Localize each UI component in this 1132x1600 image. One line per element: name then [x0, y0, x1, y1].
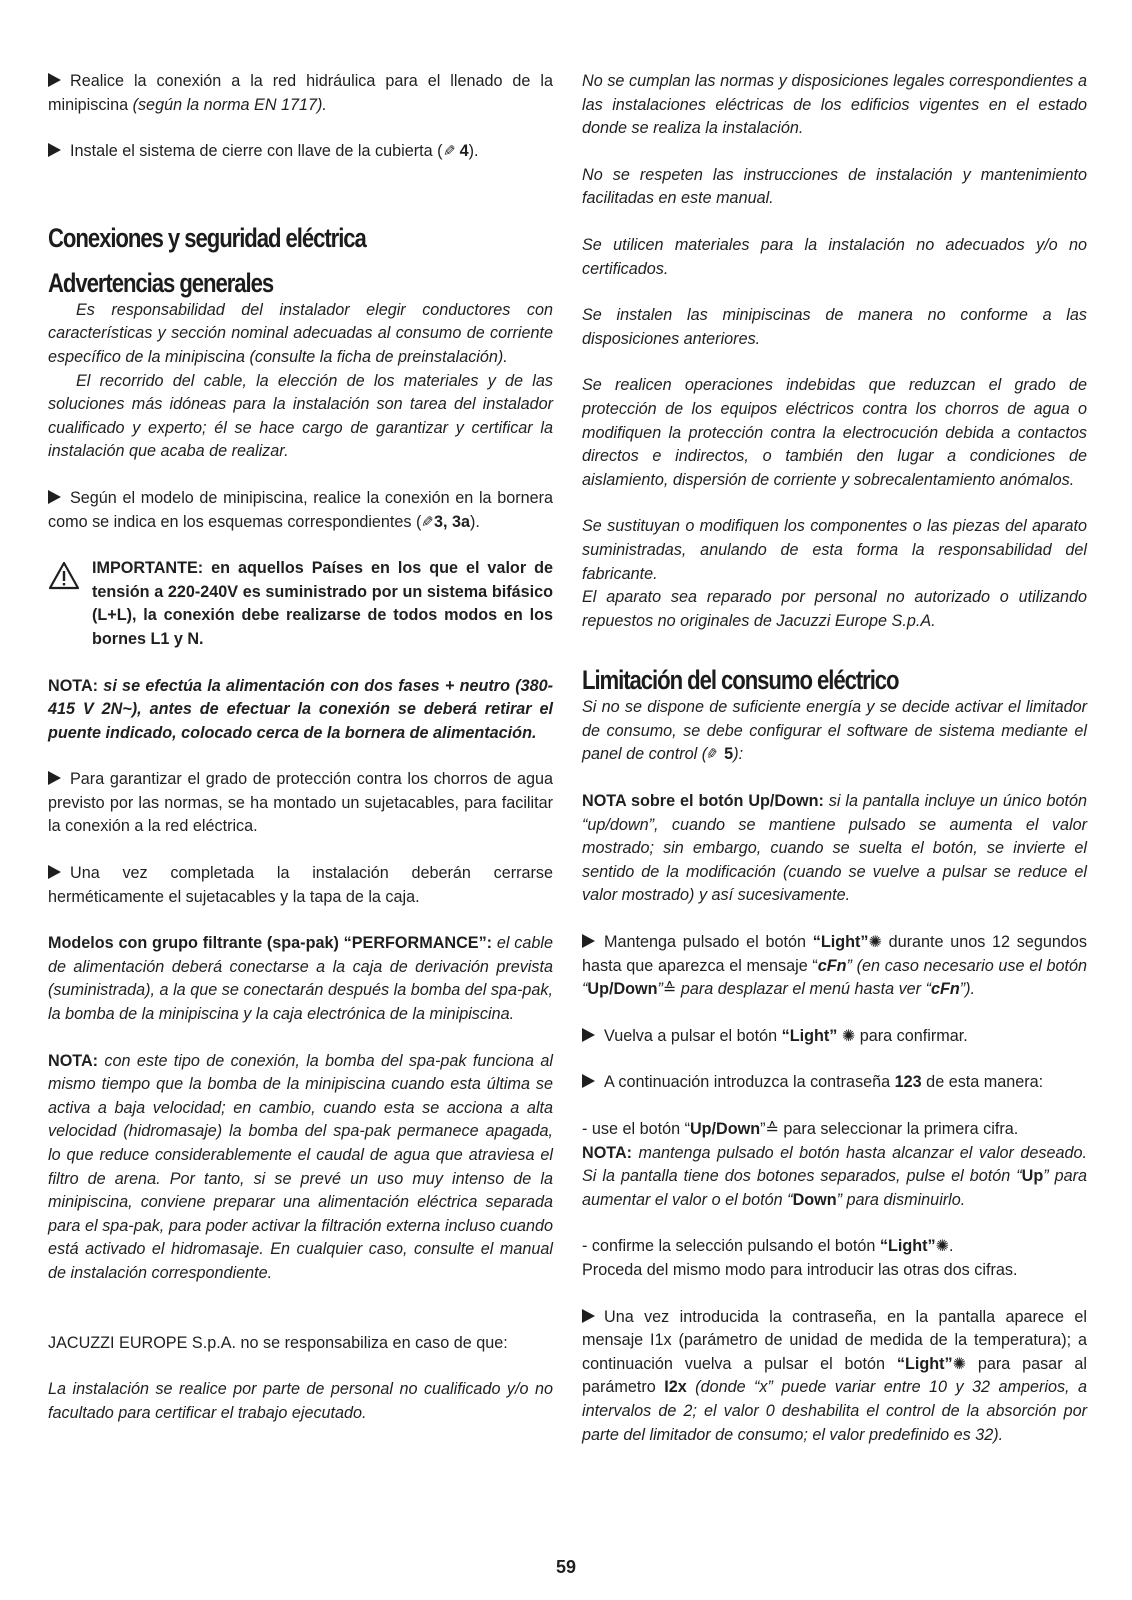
- limit-intro: Si no se dispone de suficiente energía y se decide activar el limitador de consumo, se debe configurar el software de sistema mediante el panel de control (✎ 5):: [582, 696, 1087, 767]
- note-up-down-button: NOTA sobre el botón Up/Down: si la pantalla incluye un único botón “up/down”, cuando se mantiene pulsado se aumenta el valor mostrado; sin embargo, cuando se suelta el botón, se invierte el sentido de la modificación (cuando se vuelve a pulsar se reduce el valor mostrado) y así sucesivamente.: [582, 792, 1088, 905]
- liability-condition-1: La instalación se realice por parte de personal no cualificado y/o no facultado para certificar el trabajo ejecutado.: [48, 1380, 553, 1422]
- up-down-icon: ≙: [662, 981, 677, 999]
- bullet-arrow-icon: [48, 73, 61, 87]
- warning-paragraph-1: Es responsabilidad del instalador elegir conductores con características y sección nominal adecuadas al consumo de corriente específico de la minipiscina (consulte la ficha de preinstalación).: [48, 300, 553, 366]
- pencil-reference-icon: ✎: [707, 746, 720, 764]
- bullet-arrow-icon: [48, 771, 61, 785]
- pencil-reference-icon: ✎: [442, 143, 456, 161]
- up-down-icon: ≙: [765, 1121, 779, 1138]
- liability-condition-8: El aparato sea reparado por personal no autorizado o utilizando repuestos no originales de Jacuzzi Europe S.p.A.: [582, 588, 1087, 630]
- light-button-icon: ✺: [841, 1027, 856, 1045]
- spa-pak-note: NOTA: con este tipo de conexión, la bomba del spa-pak funciona al mismo tiempo que la bomba de la minipiscina cuando esta última se activa a baja velocidad; en cambio, cuando esta se acciona a alta velocidad (hidromasaje) la bomba del spa-pak permanece apagada, lo que reduce considerablemente el caudal de agua que atraviesa el filtro de arena. Por tanto, si se prevé un uso muy intenso de la minipiscina, conviene preparar una alimentación eléctrica separada para el spa-pak, para poder activar la filtración externa incluso cuando está activado el hidromasaje. En cualquier caso, consulte el manual de instalación correspondiente.: [48, 1051, 553, 1282]
- step-parameter-i2x: Una vez introducida la contraseña, en la pantalla aparece el mensaje I1x (parámetro de unidad de medida de la temperatura); a continuación vuelva a pulsar el botón “Light”✺ para pasar al parámetro I2x (donde “x” puede variar entre 10 y 32 amperios, a intervalos de 2; el valor 0 deshabilita el control de la absorción por parte del limitador de consumo; el valor predefinido es 32).: [582, 1307, 1088, 1444]
- section-heading-general-warnings: Advertencias generales: [48, 267, 274, 298]
- performance-models-note: Modelos con grupo filtrante (spa-pak) “PERFORMANCE”: el cable de alimentación deberá conectarse a la caja de derivación prevista (suministrada), a la que se conectarán después la bomba del spa-pak, la bomba de la minipiscina y la caja electrónica de la minipiscina.: [48, 934, 553, 1024]
- step-repeat-digits: Proceda del mismo modo para introducir las otras dos cifras.: [582, 1260, 1018, 1279]
- step-confirm-digit: - confirme la selección pulsando el botón “Light”✺.: [582, 1237, 954, 1256]
- step-select-digit: - use el botón “Up/Down”≙ para seleccionar la primera cifra.: [582, 1120, 1019, 1138]
- step-seal-box: Una vez completada la instalación deberán cerrarse herméticamente el sujetacables y la tapa de la caja.: [48, 864, 553, 906]
- warning-paragraph-2: El recorrido del cable, la elección de los materiales y de las soluciones más idóneas para la instalación son tarea del instalador cualificado y experto; él se hace cargo de garantizar y certificar la instalación que acaba de realizar.: [48, 371, 553, 461]
- important-notice: [48, 557, 553, 651]
- bullet-arrow-icon: [582, 934, 595, 948]
- light-button-icon: ✺: [935, 1238, 949, 1256]
- section-heading-consumption-limit: Limitación del consumo eléctrico: [582, 665, 899, 696]
- liability-intro: JACUZZI EUROPE S.p.A. no se responsabiliza en caso de que:: [48, 1333, 508, 1352]
- bullet-arrow-icon: [48, 865, 61, 879]
- liability-condition-3: No se respeten las instrucciones de instalación y mantenimiento facilitadas en este manual.: [582, 165, 1087, 208]
- light-button-icon: ✺: [868, 934, 882, 952]
- important-text: IMPORTANTE: en aquellos Países en los que el valor de tensión a 220-240V es suministrado por un sistema bifásico (L+L), la conexión debe realizarse de todos modos en los bornes L1 y N.: [92, 559, 553, 648]
- bullet-arrow-icon: [582, 1074, 595, 1088]
- step-lock-system: Instale el sistema de cierre con llave de la cubierta (✎ 4).: [48, 140, 553, 164]
- step-cable-clamp: Para garantizar el grado de protección contra los chorros de agua previsto por las normas, se ha montado un sujetacables, para facilitar la conexión a la red eléctrica.: [48, 770, 553, 836]
- right-column: [582, 70, 1087, 1447]
- note-hold-button: NOTA: mantenga pulsado el botón hasta alcanzar el valor deseado. Si la pantalla tiene dos botones separados, pulse el botón “Up” para aumentar el valor o el botón “Down” para disminuirlo.: [582, 1143, 1087, 1209]
- bullet-arrow-icon: [582, 1309, 595, 1323]
- step-hydraulic-connection: Realice la conexión a la red hidráulica para el llenado de la minipiscina (según la norma EN 1717).: [48, 72, 553, 114]
- note-two-phases: NOTA: si se efectúa la alimentación con dos fases + neutro (380-415 V 2N~), antes de efectuar la conexión se deberá retirar el puente indicado, colocado cerca de la bornera de alimentación.: [48, 676, 553, 742]
- bullet-arrow-icon: [48, 143, 61, 157]
- section-heading-electrical: Conexiones y seguridad eléctrica: [48, 222, 366, 253]
- liability-condition-6: Se realicen operaciones indebidas que reduzcan el grado de protección de los equipos eléctricos contra los chorros de agua o modifiquen la protección contra la electrocución debida a contactos directos e indirectos, o también den lugar a condiciones de aislamiento, dispersión de corriente y sobrecalentamiento anómalos.: [582, 376, 1087, 489]
- bullet-arrow-icon: [582, 1028, 595, 1042]
- liability-condition-2: No se cumplan las normas y disposiciones legales correspondientes a las instalaciones eléctricas de los edificios vigentes en el estado donde se realiza la instalación.: [582, 72, 1087, 138]
- bullet-arrow-icon: [48, 490, 61, 504]
- warning-triangle-icon: [48, 561, 80, 591]
- page-number: 59: [555, 1557, 577, 1577]
- left-column: [48, 70, 553, 1425]
- step-terminal-connection: Según el modelo de minipiscina, realice la conexión en la bornera como se indica en los esquemas correspondientes (✎3, 3a).: [48, 487, 553, 534]
- liability-condition-4: Se utilicen materiales para la instalación no adecuados y/o no certificados.: [582, 235, 1087, 278]
- step-enter-password: A continuación introduzca la contraseña 123 de esta manera:: [582, 1071, 1087, 1095]
- liability-condition-7: Se sustituyan o modifiquen los componentes o las piezas del aparato suministradas, anulando de esta forma la responsabilidad del fabricante.: [582, 517, 1087, 583]
- step-hold-light: Mantenga pulsado el botón “Light”✺ durante unos 12 segundos hasta que aparezca el mensaje “cFn” (en caso necesario use el botón “Up/Down”≙ para desplazar el menú hasta ver “cFn”).: [582, 933, 1087, 999]
- step-confirm-light: Vuelva a pulsar el botón “Light” ✺ para confirmar.: [582, 1025, 1087, 1049]
- liability-condition-5: Se instalen las minipiscinas de manera no conforme a las disposiciones anteriores.: [582, 306, 1087, 348]
- pencil-reference-icon: ✎: [421, 513, 434, 531]
- light-button-icon: ✺: [952, 1355, 967, 1373]
